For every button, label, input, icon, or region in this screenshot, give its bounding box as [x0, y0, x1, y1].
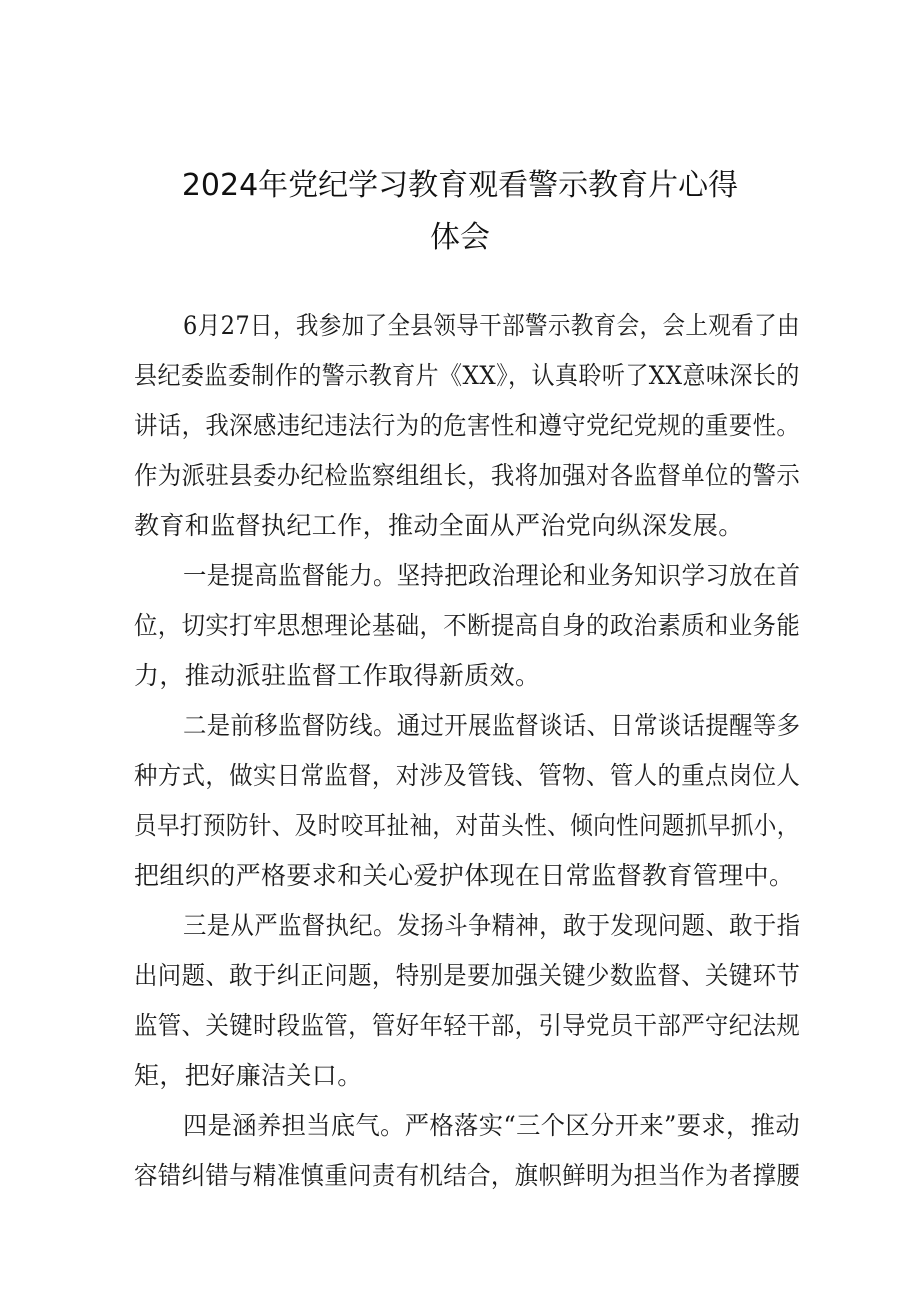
paragraph-1-line: 6月27日，我参加了全县领导干部警示教育会，会上观看了由 — [183, 311, 800, 340]
paragraph-1-line: 县纪委监委制作的警示教育片《XX》，认真聆听了XX意味深长的 — [134, 361, 800, 390]
paragraph-4-line: 矩，把好廉洁关口。 — [134, 1061, 363, 1090]
paragraph-3-line: 种方式，做实日常监督，对涉及管钱、管物、管人的重点岗位人 — [134, 761, 801, 790]
paragraph-2-line: 位，切实打牢思想理论基础，不断提高自身的政治素质和业务能 — [134, 611, 801, 640]
paragraph-3-line: 把组织的严格要求和关心爱护体现在日常监督教育管理中。 — [134, 861, 795, 890]
paragraph-1-line: 教育和监督执纪工作，推动全面从严治党向纵深发展。 — [134, 511, 744, 540]
paragraph-4-line: 出问题、敢于纠正问题，特别是要加强关键少数监督、关键环节 — [134, 961, 801, 990]
paragraph-1-line: 作为派驻县委办纪检监察组组长，我将加强对各监督单位的警示 — [134, 461, 801, 490]
paragraph-4-line: 监管、关键时段监管，管好年轻干部，引导党员干部严守纪法规 — [134, 1011, 801, 1040]
paragraph-2-line: 一是提高监督能力。坚持把政治理论和业务知识学习放在首 — [183, 561, 801, 590]
paragraph-1-line: 讲话，我深感违纪违法行为的危害性和遵守党纪党规的重要性。 — [134, 411, 801, 440]
paragraph-2-line: 力，推动派驻监督工作取得新质效。 — [134, 661, 541, 690]
paragraph-5-line: 四是涵养担当底气。严格落实“三个区分开来”要求，推动 — [183, 1111, 800, 1140]
paragraph-3-line: 二是前移监督防线。通过开展监督谈话、日常谈话提醒等多 — [183, 711, 801, 740]
document-title-line-2: 体会 — [430, 220, 490, 255]
paragraph-3-line: 员早打预防针、及时咬耳扯袖，对苗头性、倾向性问题抓早抓小， — [134, 811, 800, 840]
paragraph-5-line: 容错纠错与精准慎重问责有机结合，旗帜鲜明为担当作为者撑腰 — [134, 1161, 801, 1190]
document-title-line-1: 2024年党纪学习教育观看警示教育片心得 — [181, 168, 739, 203]
paragraph-4-line: 三是从严监督执纪。发扬斗争精神，敢于发现问题、敢于指 — [183, 911, 801, 940]
